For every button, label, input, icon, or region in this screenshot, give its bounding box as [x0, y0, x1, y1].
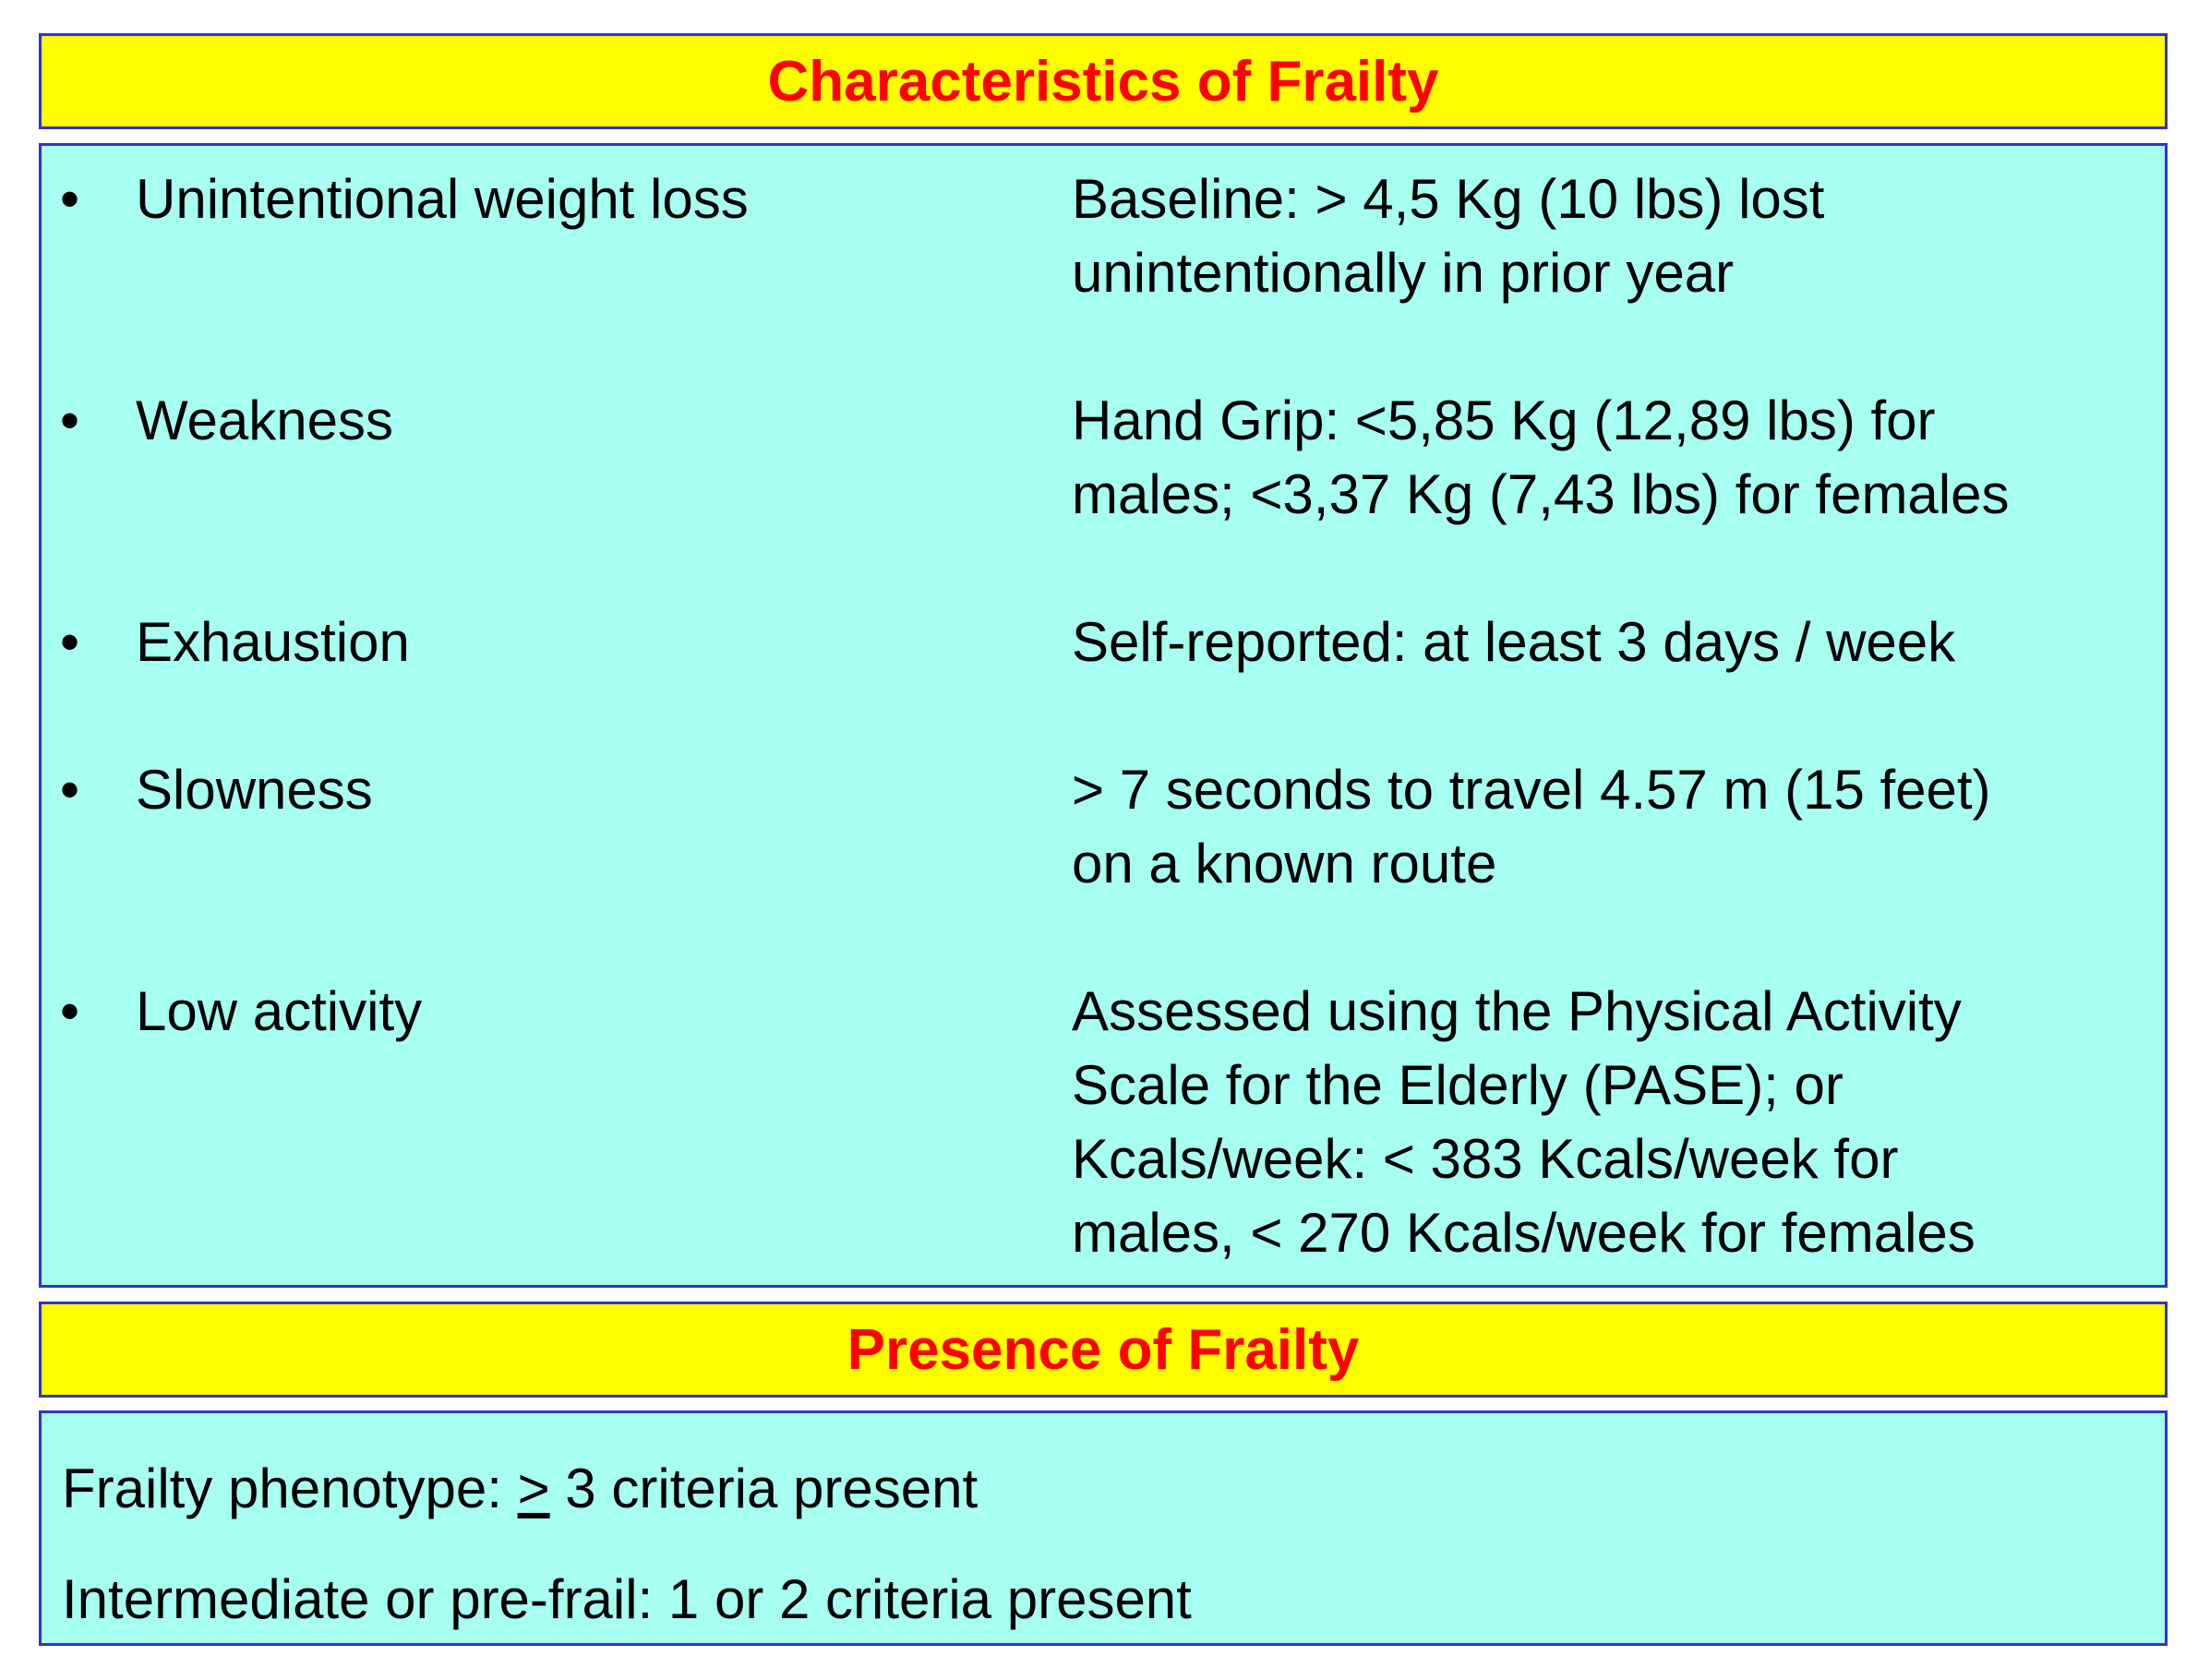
bullet-icon: • [60, 390, 80, 451]
phenotype-prefix: Frailty phenotype: [62, 1458, 518, 1519]
definition-line: Kcals/week: < 383 Kcals/week for [1072, 1128, 1899, 1190]
intermediate-line: Intermediate or pre-frail: 1 or 2 criteria present [62, 1568, 1192, 1630]
definition-line: Hand Grip: <5,85 Kg (12,89 lbs) for [1072, 390, 1936, 451]
definition-line: unintentionally in prior year [1072, 242, 1735, 304]
criterion-definition [1072, 384, 2152, 532]
bullet-icon: • [60, 980, 80, 1042]
criterion-name: Low activity [136, 980, 423, 1042]
presence-title: Presence of Frailty [847, 1317, 1360, 1382]
presence-panel [39, 1410, 2168, 1646]
bullet-icon: • [60, 759, 80, 821]
criterion-definition [1072, 162, 2152, 310]
definition-line: Baseline: > 4,5 Kg (10 lbs) lost [1072, 168, 1825, 230]
criterion-name: Slowness [136, 759, 373, 821]
bullet-icon: • [60, 168, 80, 230]
frailty-phenotype-line [62, 1452, 978, 1526]
definition-line: Self-reported: at least 3 days / week [1072, 611, 1956, 673]
greater-or-equal-symbol: > [517, 1458, 550, 1519]
presence-header [39, 1302, 2168, 1398]
criterion-name: Exhaustion [136, 611, 410, 673]
criterion-name: Weakness [136, 390, 394, 451]
definition-line: males; <3,37 Kg (7,43 lbs) for females [1072, 463, 2010, 525]
criterion-definition [1072, 975, 2152, 1270]
characteristics-header [39, 33, 2168, 129]
characteristics-panel [39, 143, 2168, 1288]
phenotype-suffix: 3 criteria present [549, 1458, 979, 1519]
criterion-name: Unintentional weight loss [136, 168, 749, 230]
definition-line: Scale for the Elderly (PASE); or [1072, 1054, 1844, 1116]
characteristics-title: Characteristics of Frailty [767, 49, 1439, 114]
bullet-icon: • [60, 611, 80, 673]
definition-line: Assessed using the Physical Activity [1072, 980, 1962, 1042]
definition-line: males, < 270 Kcals/week for females [1072, 1202, 1976, 1264]
criterion-definition [1072, 753, 2152, 901]
definition-line: on a known route [1072, 833, 1497, 894]
criterion-definition [1072, 606, 2152, 679]
definition-line: > 7 seconds to travel 4.57 m (15 feet) [1072, 759, 1991, 821]
